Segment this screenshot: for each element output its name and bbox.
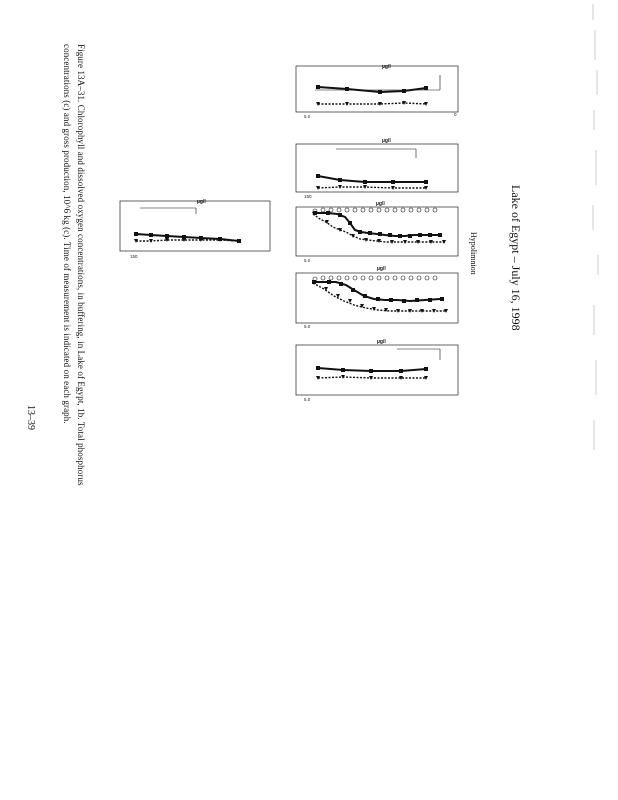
svg-text:5.0: 5.0 <box>304 324 311 329</box>
panel-bottom <box>296 339 458 402</box>
svg-text:µg/l: µg/l <box>377 266 386 272</box>
x-axis-label: Hypolimnion <box>469 232 478 275</box>
svg-text:5.0: 5.0 <box>304 258 311 263</box>
svg-text:150: 150 <box>130 254 138 259</box>
figure-caption-line-1: Figure 13A–31. Chlorophyll and dissolved oxygen concentrations, in buffering, in Lake of Egypt, 1b. Total phosphorus <box>76 44 86 486</box>
svg-text:150: 150 <box>304 194 312 199</box>
svg-text:µg/l: µg/l <box>382 138 391 144</box>
svg-text:µg/l: µg/l <box>376 201 385 207</box>
svg-text:µg/l: µg/l <box>377 339 386 345</box>
svg-text:µg/l: µg/l <box>382 64 391 70</box>
panel-top-left <box>296 64 458 119</box>
svg-text:0: 0 <box>454 112 457 117</box>
panel-upper-middle <box>296 138 458 199</box>
panel-lower-middle <box>296 201 458 263</box>
svg-text:5.0: 5.0 <box>304 114 311 119</box>
svg-text:µg/l: µg/l <box>197 199 206 205</box>
page-number: 13–39 <box>25 405 36 430</box>
svg-text:5.0: 5.0 <box>304 397 311 402</box>
panel-left-small <box>120 199 270 259</box>
figure-caption-line-2: concentrations (c) and gross production, 10^6 kg (c). Time of measurement is indicated on each graph. <box>62 44 72 424</box>
panel-upper-lower <box>296 266 458 329</box>
figure-title: Lake of Egypt – July 16, 1998 <box>509 185 523 331</box>
